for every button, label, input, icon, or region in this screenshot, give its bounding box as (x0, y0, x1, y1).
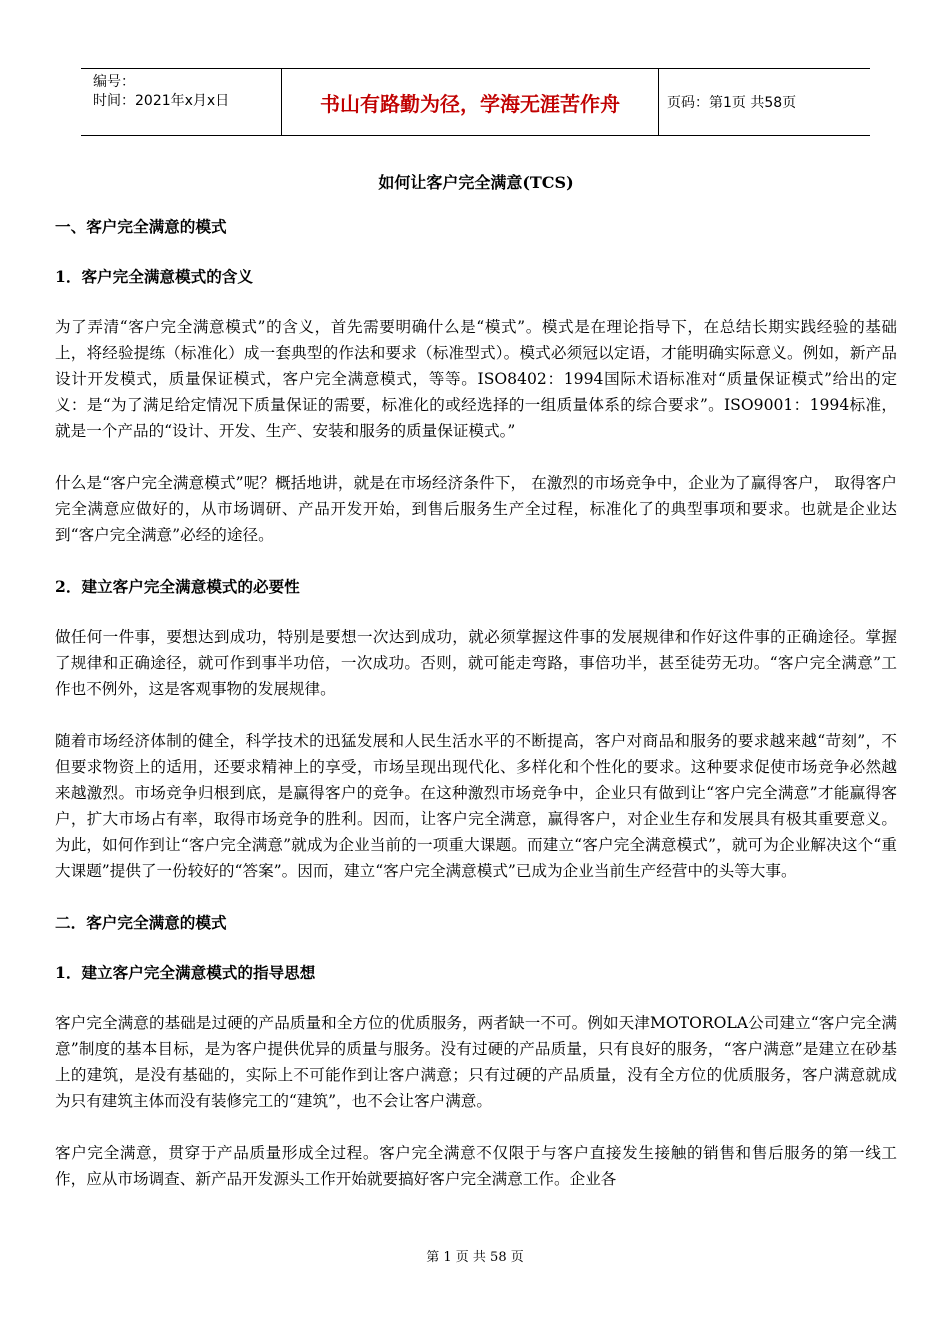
document-body (55, 170, 897, 1218)
section-heading-2: 二．客户完全满意的模式 (55, 913, 227, 932)
header-meta (81, 69, 281, 135)
paragraph-6: 客户完全满意，贯穿于产品质量形成全过程。客户完全满意不仅限于与客户直接发生接触的销售和售后服务的第一线工作，应从市场调查、新产品开发源头工作开始就要搞好客户完全满意工作。企业各 (55, 1144, 897, 1188)
subsection-heading-1: 1．客户完全满意模式的含义 (55, 267, 253, 286)
subsection-heading-2: 2．建立客户完全满意模式的必要性 (55, 577, 300, 596)
header-motto: 书山有路勤为径，学海无涯苦作舟 (281, 69, 659, 135)
paragraph-3: 做任何一件事，要想达到成功，特别是要想一次达到成功，就必须掌握这件事的发展规律和作好这件事的正确途径。掌握了规律和正确途径，就可作到事半功倍，一次成功。否则，就可能走弯路，事倍功半，甚至徒劳无功。“客户完全满意”工作也不例外，这是客观事物的发展规律。 (55, 628, 897, 698)
section-heading-1: 一、客户完全满意的模式 (55, 217, 227, 236)
paragraph-2: 什么是“客户完全满意模式”呢？概括地讲，就是在市场经济条件下， 在激烈的市场竞争中，企业为了赢得客户， 取得客户完全满意应做好的，从市场调研、产品开发开始，到售后服务生产全过程，标准化了的典型事项和要求。也就是企业达到“客户完全满意”必经的途径。 (55, 474, 897, 544)
page-footer: 第 1 页 共 58 页 (426, 1250, 524, 1265)
subsection-heading-3: 1．建立客户完全满意模式的指导思想 (55, 963, 316, 982)
paragraph-4: 随着市场经济体制的健全，科学技术的迅猛发展和人民生活水平的不断提高，客户对商品和服务的要求越来越“苛刻”，不但要求物资上的适用，还要求精神上的享受，市场呈现出现代化、多样化和个性化的要求。这种要求促使市场竞争必然越来越激烈。市场竞争归根到底，是赢得客户的竞争。在这种激烈市场竞争中，企业只有做到让“客户完全满意”才能赢得客户，扩大市场占有率，取得市场竞争的胜利。因而，让客户完全满意，赢得客户，对企业生存和发展具有极其重要意义。为此，如何作到让“客户完全满意”就成为企业当前的一项重大课题。而建立“客户完全满意模式”，就可为企业解决这个“重大课题”提供了一份较好的“答案”。因而，建立“客户完全满意模式”已成为企业当前生产经营中的头等大事。 (55, 732, 897, 880)
number-label: 编号： (93, 74, 135, 90)
time-label: 时间：2021年x月x日 (93, 93, 230, 109)
page-header (81, 68, 870, 136)
document-title: 如何让客户完全满意(TCS) (378, 173, 574, 192)
header-page-info: 页码：第1页 共58页 (667, 95, 797, 111)
paragraph-5: 客户完全满意的基础是过硬的产品质量和全方位的优质服务，两者缺一不可。例如天津MOTOROLA公司建立“客户完全满意”制度的基本目标，是为客户提供优异的质量与服务。没有过硬的产品质量，只有良好的服务，“客户满意”是建立在砂基上的建筑，是没有基础的，实际上不可能作到让客户满意；只有过硬的产品质量，没有全方位的优质服务，客户满意就成为只有建筑主体而没有装修完工的“建筑”，也不会让客户满意。 (55, 1014, 897, 1110)
paragraph-1: 为了弄清“客户完全满意模式”的含义，首先需要明确什么是“模式”。模式是在理论指导下，在总结长期实践经验的基础上，将经验提练（标准化）成一套典型的作法和要求（标准型式）。模式必须冠以定语，才能明确实际意义。例如，新产品设计开发模式，质量保证模式，客户完全满意模式，等等。ISO8402：1994国际术语标准对“质量保证模式”给出的定义：是“为了满足给定情况下质量保证的需要，标准化的或经选择的一组质量体系的综合要求”。ISO9001：1994标准，就是一个产品的“设计、开发、生产、安装和服务的质量保证模式。” (55, 318, 897, 440)
